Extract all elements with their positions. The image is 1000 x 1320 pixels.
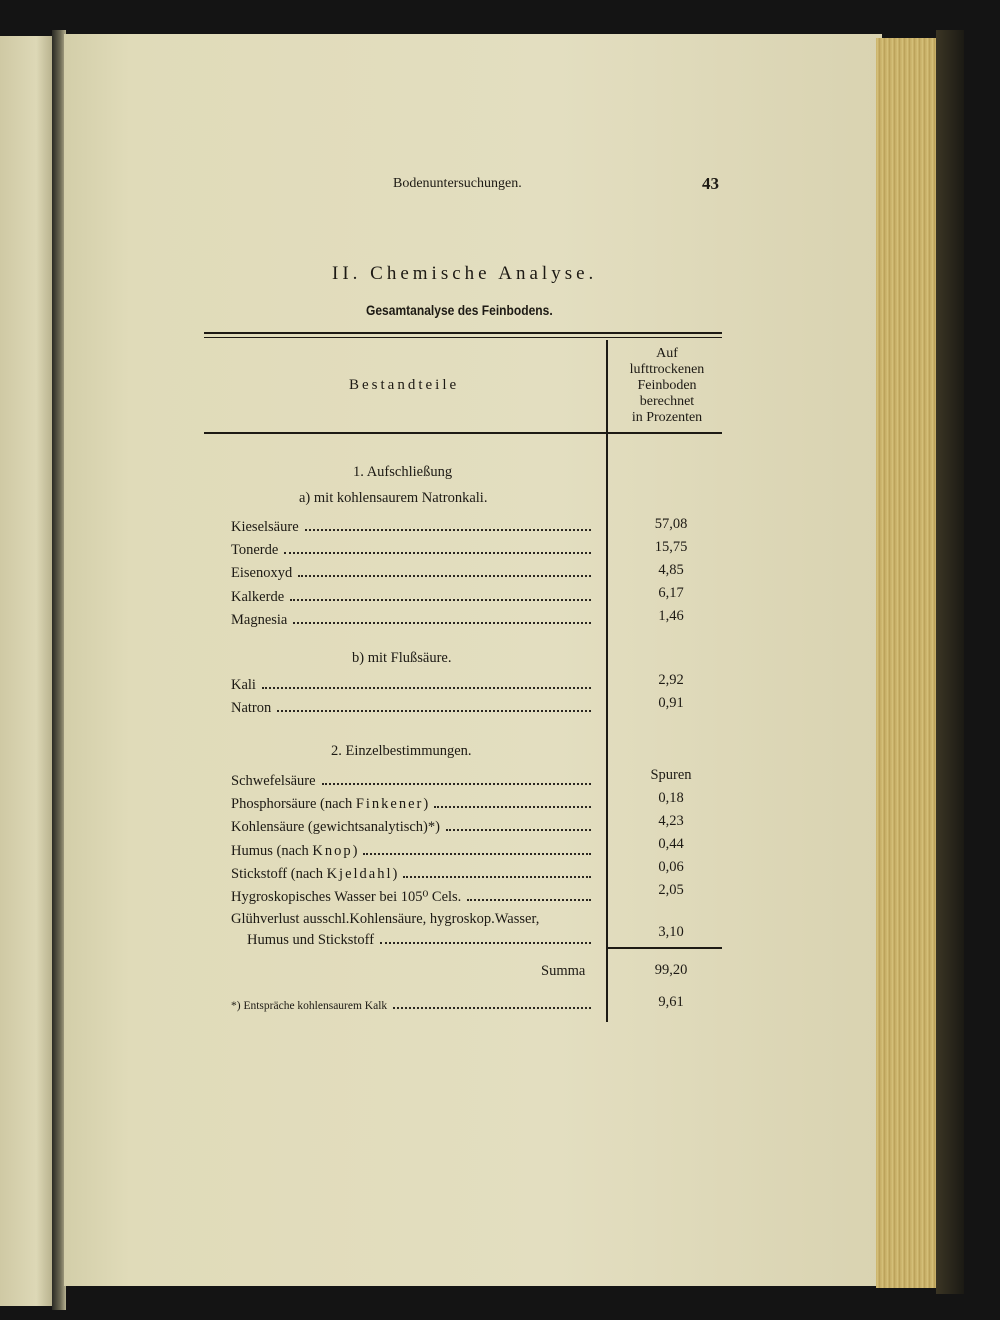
table-row [231, 796, 595, 816]
column-header-line: Auf [656, 346, 678, 361]
row-value: 0,91 [658, 695, 684, 711]
row-value: Spuren [650, 767, 692, 783]
footnote-label: *) Entspräche kohlensaurem Kalk [231, 1000, 388, 1012]
row-label: Kieselsäure [231, 519, 299, 535]
leader-dots [446, 828, 591, 831]
leader-dots [322, 782, 591, 785]
table-row [231, 612, 595, 632]
column-header-line: berechnet [639, 394, 695, 409]
row-label: Tonerde [231, 542, 279, 558]
table-row [231, 866, 595, 886]
page-edge-stack [876, 38, 940, 1288]
leader-dots [277, 709, 591, 712]
row-value: 15,75 [654, 539, 688, 555]
row-value: 0,44 [658, 836, 684, 852]
left-page-edge [0, 36, 52, 1306]
row-value: 0,06 [658, 859, 684, 875]
table-row [231, 700, 595, 720]
column-header-line: Feinboden [637, 378, 697, 393]
row-label [231, 866, 397, 883]
gluehverlust-label-line1: Glühverlust ausschl.Kohlensäure, hygroskop.Wasser, [231, 911, 540, 927]
leader-dots [305, 528, 591, 531]
row-label: Schwefelsäure [231, 773, 316, 789]
table-row [231, 589, 595, 609]
row-value: 4,23 [658, 813, 684, 829]
table-row [231, 519, 595, 539]
row-value: 57,08 [654, 516, 688, 532]
row-label: Hygroskopisches Wasser bei 105⁰ Cels. [231, 889, 462, 905]
leader-dots [284, 551, 591, 554]
table-row [247, 932, 595, 952]
table-row [231, 565, 595, 585]
gluehverlust-label-line2: Humus und Stickstoff [247, 932, 375, 948]
label-text: ) [352, 843, 358, 859]
column-header-prozenten [612, 346, 722, 426]
row-value: 1,46 [658, 608, 684, 624]
leader-dots [380, 941, 591, 944]
leader-dots [434, 805, 591, 808]
row-label: Natron [231, 700, 272, 716]
leader-dots [467, 898, 591, 901]
leader-dots [290, 598, 591, 601]
summa-rule [608, 947, 722, 949]
table-row [231, 773, 595, 793]
column-header-line: in Prozenten [631, 410, 703, 425]
section-title: II. Chemische Analyse. [332, 263, 598, 284]
label-text: Phosphorsäure (nach [231, 796, 356, 812]
author-name: Knop [312, 843, 353, 859]
row-value: 0,18 [658, 790, 684, 806]
table-row [231, 819, 595, 839]
row-label: Kali [231, 677, 256, 693]
table-row [231, 843, 595, 863]
row-label [231, 843, 357, 860]
leader-dots [363, 852, 591, 855]
row-value: 4,85 [658, 562, 684, 578]
author-name: Finkener [355, 796, 424, 812]
table-row [231, 542, 595, 562]
footnote-row [231, 1000, 595, 1020]
page-number: 43 [702, 174, 719, 193]
row-value: 6,17 [658, 585, 684, 601]
leader-dots [262, 686, 591, 689]
leader-dots [393, 1006, 591, 1009]
table-row [231, 889, 595, 909]
leader-dots [298, 574, 591, 577]
running-title: Bodenuntersuchungen. [393, 176, 522, 191]
table-row [231, 677, 595, 697]
row-label: Magnesia [231, 612, 288, 628]
row-label: Eisenoxyd [231, 565, 293, 581]
author-name: Kjeldahl [326, 866, 393, 882]
subgroup-title-flusssaeure: b) mit Flußsäure. [352, 650, 452, 666]
label-text: Humus (nach [231, 843, 313, 859]
table-top-rule-thin [204, 337, 722, 338]
footnote-value: 9,61 [658, 994, 684, 1010]
book-cover-edge [936, 30, 964, 1294]
group-title-einzelbestimmungen: 2. Einzelbestimmungen. [331, 743, 472, 759]
row-label: Kalkerde [231, 589, 285, 605]
row-label [231, 796, 428, 813]
label-text: Stickstoff (nach [231, 866, 327, 882]
summa-label: Summa [541, 963, 586, 979]
subgroup-title-natronkali: a) mit kohlensaurem Natronkali. [299, 490, 488, 506]
table-subtitle: Gesamtanalyse des Feinbodens. [366, 302, 553, 318]
label-text: ) [423, 796, 429, 812]
table-top-rule [204, 332, 722, 334]
row-value: 2,92 [658, 672, 684, 688]
summa-value: 99,20 [654, 962, 688, 978]
leader-dots [403, 875, 591, 878]
gluehverlust-value: 3,10 [658, 924, 684, 940]
header-bottom-rule [204, 432, 722, 434]
group-title-aufschliessung: 1. Aufschließung [353, 464, 453, 480]
column-header-bestandteile: Bestandteile [349, 377, 460, 393]
column-divider [606, 340, 608, 1022]
leader-dots [293, 621, 591, 624]
column-header-line: lufttrockenen [629, 362, 705, 377]
row-label: Kohlensäure (gewichtsanalytisch)*) [231, 819, 440, 835]
book-page [64, 34, 882, 1286]
row-value: 2,05 [658, 882, 684, 898]
label-text: ) [392, 866, 398, 882]
